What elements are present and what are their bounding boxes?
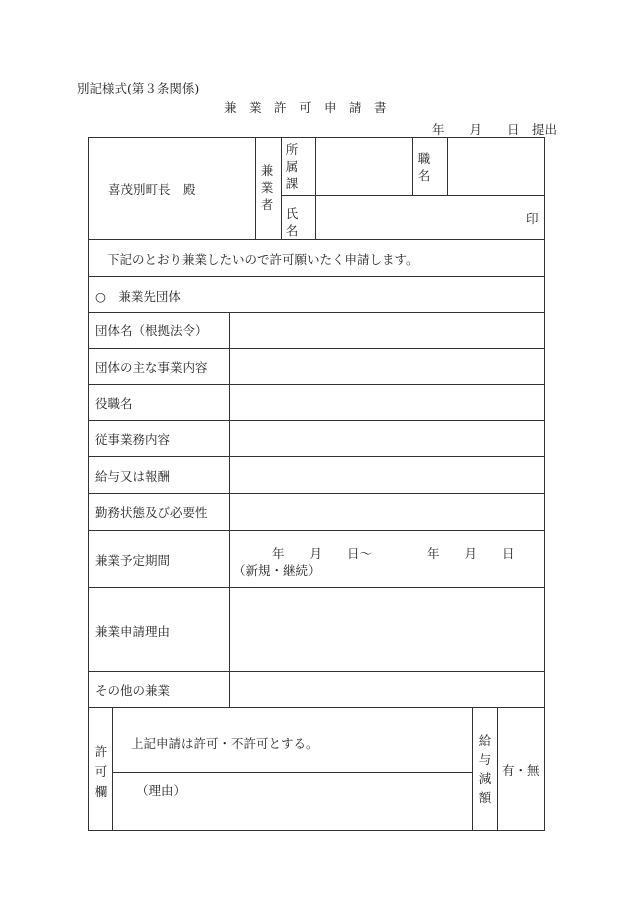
addressee: 喜茂別町長 殿 <box>108 182 196 197</box>
salary-field[interactable] <box>230 457 544 492</box>
period-to[interactable]: 年 月 日 <box>427 546 515 561</box>
org-business-field[interactable] <box>230 349 544 383</box>
duties-field[interactable] <box>230 421 544 455</box>
permit-reason: （理由） <box>136 783 187 798</box>
row-label-position: 役職名 <box>95 396 133 411</box>
department-label: 所属課 <box>285 142 299 191</box>
applicant-label: 兼業者 <box>260 163 274 212</box>
permit-decision[interactable]: 上記申請は許可・不許可とする。 <box>131 736 319 751</box>
org-name-field[interactable] <box>230 313 544 347</box>
post-label: 職名 <box>417 151 431 183</box>
period-kind[interactable]: （新規・継続） <box>233 563 321 578</box>
necessity-field[interactable] <box>230 494 544 529</box>
period-from[interactable]: 年 月 日～ <box>272 546 373 561</box>
row-label-org-name: 団体名（根拠法令） <box>95 323 208 338</box>
row-label-salary: 給与又は報酬 <box>95 469 171 484</box>
row-label-duties: 従事業務内容 <box>95 432 171 447</box>
page-title: 兼 業 許 可 申 請 書 <box>224 100 387 115</box>
submission-date: 年 月 日 提出 <box>432 122 558 137</box>
form-reference: 別記様式(第３条関係) <box>77 81 200 96</box>
row-label-period: 兼業予定期間 <box>95 553 171 568</box>
permit-reason-field[interactable] <box>113 773 471 830</box>
position-field[interactable] <box>230 385 544 419</box>
salary-reduction-label: 給与減額 <box>478 733 492 805</box>
reason-field[interactable] <box>230 588 544 670</box>
row-label-reason: 兼業申請理由 <box>95 624 171 639</box>
other-field[interactable] <box>230 672 544 706</box>
department-field[interactable] <box>316 137 412 195</box>
section-heading: ○ 兼業先団体 <box>95 289 181 304</box>
post-field[interactable] <box>448 137 544 195</box>
salary-reduction-value[interactable]: 有・無 <box>502 763 540 778</box>
request-text: 下記のとおり兼業したいので許可願いたく申請します。 <box>107 252 419 267</box>
name-field[interactable] <box>316 196 521 238</box>
permit-label: 許可欄 <box>94 744 108 799</box>
name-label: 氏名 <box>285 206 299 238</box>
seal-mark: 印 <box>526 211 539 226</box>
row-label-other: その他の兼業 <box>95 683 171 698</box>
row-label-necessity: 勤務状態及び必要性 <box>95 505 208 520</box>
row-label-org-business: 団体の主な事業内容 <box>95 360 208 375</box>
